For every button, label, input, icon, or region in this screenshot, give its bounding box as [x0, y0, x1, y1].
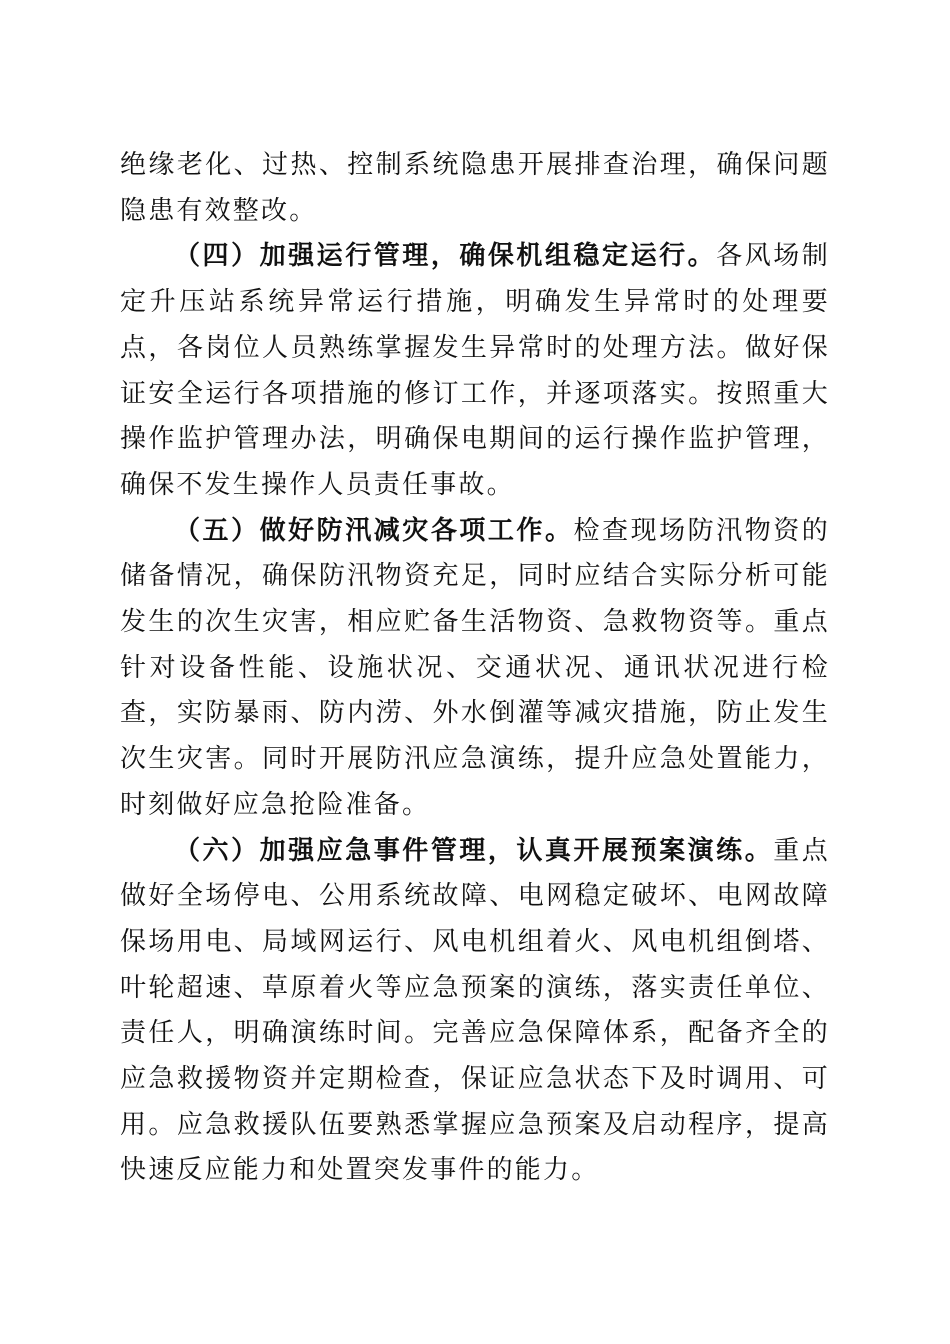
section-heading-4: （四）加强运行管理，确保机组稳定运行。 [174, 241, 717, 272]
document-body [120, 143, 830, 1194]
paragraph-body: 绝缘老化、过热、控制系统隐患开展排查治理，确保问题隐患有效整改。 [120, 150, 830, 226]
section-heading-5: （五）做好防汛减灾各项工作。 [174, 515, 574, 546]
paragraph-continuation [120, 143, 830, 234]
section-heading-6: （六）加强应急事件管理，认真开展预案演练。 [174, 835, 774, 866]
paragraph-emergency-management [120, 829, 830, 1195]
paragraph-body: 各风场制定升压站系统异常运行措施，明确发生异常时的处理要点，各岗位人员熟练掌握发生异常时的处理方法。做好保证安全运行各项措施的修订工作，并逐项落实。按照重大操作监护管理办法，明确保电期间的运行操作监护管理，确保不发生操作人员责任事故。 [120, 241, 830, 500]
paragraph-body: 检查现场防汛物资的储备情况，确保防汛物资充足，同时应结合实际分析可能发生的次生灾害，相应贮备生活物资、急救物资等。重点针对设备性能、设施状况、交通状况、通讯状况进行检查，实防暴雨、防内涝、外水倒灌等减灾措施，防止发生次生灾害。同时开展防汛应急演练，提升应急处置能力，时刻做好应急抢险准备。 [120, 515, 830, 820]
paragraph-body: 重点做好全场停电、公用系统故障、电网稳定破坏、电网故障保场用电、局域网运行、风电机组着火、风电机组倒塔、叶轮超速、草原着火等应急预案的演练，落实责任单位、责任人，明确演练时间。完善应急保障体系，配备齐全的应急救援物资并定期检查，保证应急状态下及时调用、可用。应急救援队伍要熟悉掌握应急预案及启动程序，提高快速反应能力和处置突发事件的能力。 [120, 835, 831, 1186]
paragraph-operation-management [120, 234, 830, 508]
paragraph-flood-prevention [120, 509, 830, 829]
